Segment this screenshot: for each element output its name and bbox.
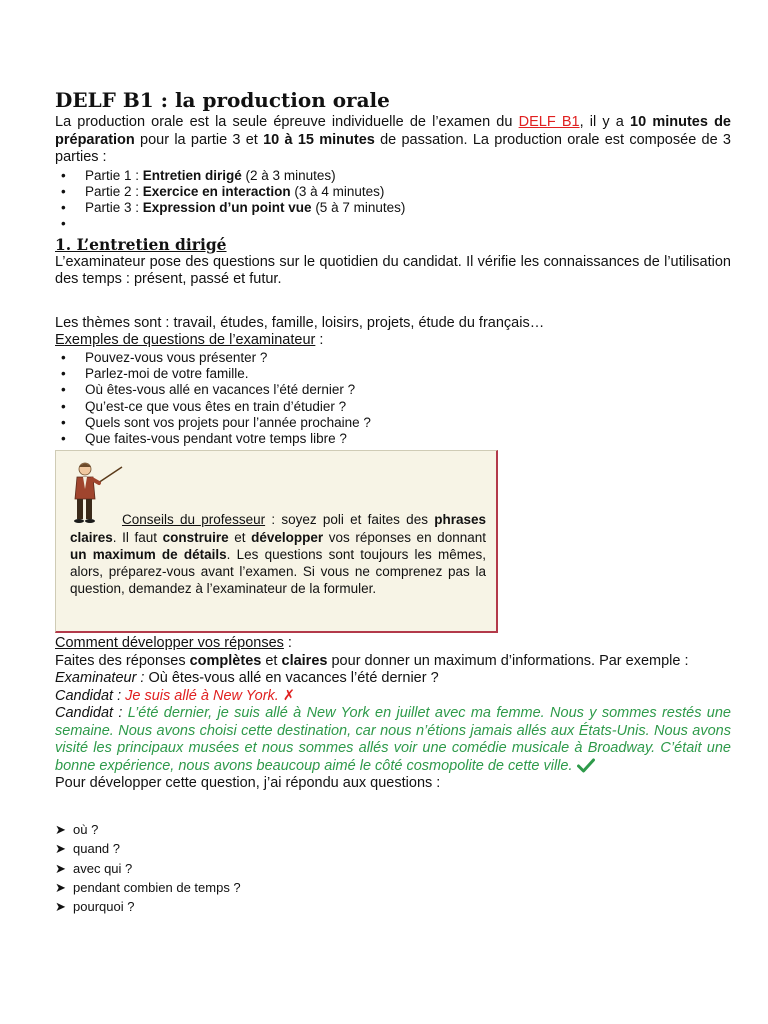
- list-item: [55, 839, 731, 858]
- list-item: • Où êtes-vous allé en vacances l’été dernier ?: [85, 382, 731, 398]
- tip-bold-2: construire: [162, 529, 229, 545]
- arrow-bullet-icon: ➤: [55, 879, 66, 895]
- candidate-bad-line: [55, 688, 731, 706]
- method-paragraph: Pour développer cette question, j’ai répondu aux questions :: [55, 775, 441, 792]
- examples-label: [55, 332, 731, 350]
- arrow-bullet-icon: ➤: [55, 860, 66, 876]
- develop-label-colon: :: [283, 635, 292, 652]
- examples-label-text: Exemples de questions de l’examinateur: [55, 332, 316, 349]
- part-duration: (5 à 7 minutes): [311, 200, 406, 216]
- delf-b1-link[interactable]: DELF B1: [518, 114, 580, 130]
- list-item: • Pouvez-vous vous présenter ?: [85, 350, 731, 366]
- intro-text-2: , il y a: [579, 114, 631, 130]
- develop-text-2: et: [261, 652, 282, 669]
- tip-bold-4: un maximum de détails: [70, 546, 227, 562]
- develop-text-3: pour donner un maximum d’informations. Par exemple :: [327, 652, 689, 669]
- intro-text-1: La production orale est la seule épreuve individuelle de l’examen du: [55, 114, 519, 130]
- part-prefix: Partie 3 :: [85, 200, 143, 216]
- themes-paragraph: Les thèmes sont : travail, études, famille, loisirs, projets, étude du français…: [55, 314, 545, 331]
- examples-label-colon: :: [315, 332, 324, 349]
- part-name: Expression d’un point vue: [142, 200, 312, 216]
- section-paragraph: L’examinateur pose des questions sur le quotidien du candidat. Il vérifie les connaissances de l’utilisation des temps : présent, passé et futur.: [55, 253, 731, 288]
- tip-label: Conseils du professeur: [122, 512, 266, 528]
- tip-text-4: vos réponses en donnant: [323, 529, 486, 545]
- list-item: [55, 820, 731, 839]
- part-prefix: Partie 1 :: [85, 167, 143, 183]
- intro-text-3: pour la partie 3 et: [134, 131, 264, 148]
- examiner-question: Où êtes-vous allé en vacances l’été dernier ?: [144, 670, 439, 687]
- list-item: [85, 168, 731, 184]
- list-item: • Que faites-vous pendant votre temps libre ?: [85, 431, 731, 447]
- list-item: [55, 859, 731, 878]
- develop-paragraph: [55, 653, 731, 671]
- part-duration: (3 à 4 minutes): [290, 183, 385, 199]
- check-icon: [577, 758, 595, 773]
- tip-text-5: . Les questions sont toujours les mêmes, alors, préparez-vous avant l’examen. Si vous ne comprenez pas la question, demandez à l’examinateur de la formuler.: [70, 546, 486, 597]
- parts-list: [55, 168, 731, 233]
- develop-label-text: Comment développer vos réponses: [55, 635, 284, 652]
- arrow-bullet-icon: ➤: [55, 841, 66, 857]
- tip-text-3: et: [228, 529, 252, 545]
- intro-paragraph: [55, 114, 731, 167]
- part-prefix: Partie 2 :: [85, 183, 143, 199]
- question-text: pourquoi ?: [73, 899, 135, 915]
- part-duration: (2 à 3 minutes): [241, 167, 336, 183]
- question-text: avec qui ?: [73, 860, 133, 876]
- list-item: • Parlez-moi de votre famille.: [85, 366, 731, 382]
- list-item: [85, 200, 731, 216]
- question-text: quand ?: [73, 841, 120, 857]
- document-page: [55, 88, 731, 916]
- intro-bold-preparation: 10 minutes de préparation: [55, 114, 732, 148]
- question-text: pendant combien de temps ?: [73, 879, 241, 895]
- examiner-line: [55, 670, 731, 688]
- tip-text: [70, 511, 486, 597]
- good-answer: L’été dernier, je suis allé à New York en juillet avec ma femme. Nous y sommes restés une semaine. Nous avons choisi cette destination, car nous n’étions jamais allés aux États-Unis. Nous avons visité les principaux musées et nous sommes allés voir une comédie musicale à Broadway. C’était une bonne expérience, nous avons beaucoup aimé le côté cosmopolite de cette ville.: [55, 705, 731, 774]
- develop-text-1: Faites des réponses: [55, 652, 190, 669]
- candidate-label: Candidat :: [55, 687, 122, 704]
- list-item: • Qu’est-ce que vous êtes en train d’étudier ?: [85, 399, 731, 415]
- tip-bold-1: phrases claires: [70, 512, 486, 545]
- arrow-bullet-icon: ➤: [55, 899, 66, 915]
- develop-bold-2: claires: [281, 652, 328, 669]
- arrow-bullet-icon: ➤: [55, 821, 66, 837]
- list-item: [55, 897, 731, 916]
- tip-bold-3: développer: [251, 529, 324, 545]
- develop-bold-1: complètes: [189, 652, 262, 669]
- part-name: Entretien dirigé: [142, 167, 242, 183]
- examples-list: [55, 350, 731, 448]
- develop-label: [55, 635, 731, 653]
- tip-text-1: : soyez poli et faites des: [265, 512, 435, 528]
- examiner-label: Examinateur :: [55, 670, 145, 687]
- candidate-label: Candidat :: [55, 705, 123, 722]
- section-heading: 1. L’entretien dirigé: [55, 234, 227, 254]
- list-item: [55, 878, 731, 897]
- list-item: [85, 184, 731, 200]
- teacher-tip-box: [55, 450, 498, 633]
- cross-icon: ✗: [282, 687, 295, 704]
- list-item-empty: [85, 216, 731, 232]
- page-title: DELF B1 : la production orale: [55, 88, 390, 112]
- bad-answer: Je suis allé à New York.: [121, 687, 279, 704]
- tip-text-2: . Il faut: [112, 529, 163, 545]
- questions-list: [55, 820, 731, 916]
- question-text: où ?: [73, 821, 99, 837]
- intro-bold-duration: 10 à 15 minutes: [263, 131, 375, 148]
- intro-text-4: de passation. La production orale est composée de 3 parties :: [55, 131, 731, 165]
- part-name: Exercice en interaction: [142, 183, 291, 199]
- candidate-good-line: [55, 705, 731, 775]
- list-item: • Quels sont vos projets pour l’année prochaine ?: [85, 415, 731, 431]
